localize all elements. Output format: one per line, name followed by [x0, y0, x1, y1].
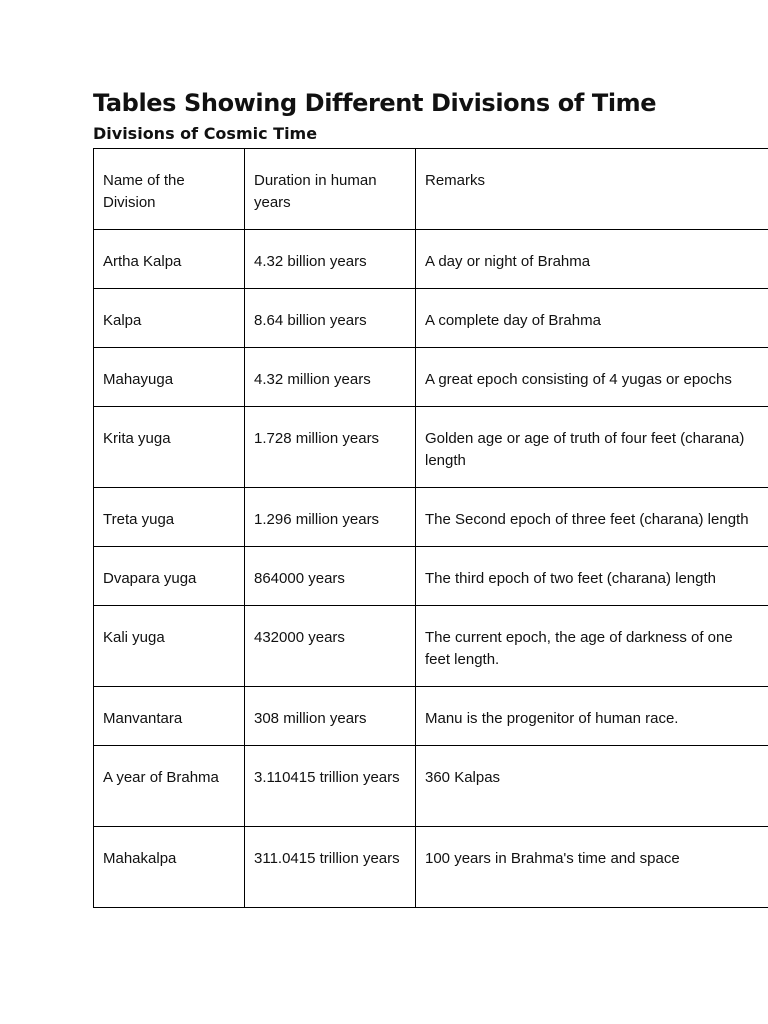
header-duration: Duration in human years — [245, 149, 416, 230]
divisions-table — [93, 148, 768, 908]
division-duration: 1.296 million years — [245, 488, 416, 547]
division-name: Kali yuga — [94, 606, 245, 687]
division-duration: 4.32 million years — [245, 348, 416, 407]
table-row — [94, 348, 768, 407]
table-row — [94, 687, 768, 746]
division-remarks: A complete day of Brahma — [416, 289, 768, 348]
division-name: Manvantara — [94, 687, 245, 746]
division-duration: 432000 years — [245, 606, 416, 687]
division-duration: 4.32 billion years — [245, 230, 416, 289]
division-remarks: A day or night of Brahma — [416, 230, 768, 289]
division-remarks: The third epoch of two feet (charana) length — [416, 547, 768, 606]
table-row — [94, 746, 768, 827]
division-remarks: A great epoch consisting of 4 yugas or epochs — [416, 348, 768, 407]
division-duration: 1.728 million years — [245, 407, 416, 488]
table-row — [94, 827, 768, 908]
division-name: Krita yuga — [94, 407, 245, 488]
division-duration: 864000 years — [245, 547, 416, 606]
header-remarks: Remarks — [416, 149, 768, 230]
table-row — [94, 547, 768, 606]
table-row — [94, 606, 768, 687]
table-row — [94, 488, 768, 547]
division-remarks: 360 Kalpas — [416, 746, 768, 827]
division-name: Artha Kalpa — [94, 230, 245, 289]
division-remarks: The Second epoch of three feet (charana) length — [416, 488, 768, 547]
division-name: Mahakalpa — [94, 827, 245, 908]
division-name: Dvapara yuga — [94, 547, 245, 606]
division-duration: 311.0415 trillion years — [245, 827, 416, 908]
division-duration: 308 million years — [245, 687, 416, 746]
division-duration: 8.64 billion years — [245, 289, 416, 348]
division-name: Treta yuga — [94, 488, 245, 547]
division-duration: 3.110415 trillion years — [245, 746, 416, 827]
table-row — [94, 230, 768, 289]
division-name: Mahayuga — [94, 348, 245, 407]
division-remarks: 100 years in Brahma's time and space — [416, 827, 768, 908]
page-title: Tables Showing Different Divisions of Time — [93, 89, 657, 117]
table-row — [94, 407, 768, 488]
section-title: Divisions of Cosmic Time — [93, 124, 318, 143]
table-header-row — [94, 149, 768, 230]
header-name: Name of the Division — [94, 149, 245, 230]
division-remarks: Manu is the progenitor of human race. — [416, 687, 768, 746]
division-name: A year of Brahma — [94, 746, 245, 827]
division-name: Kalpa — [94, 289, 245, 348]
division-remarks: Golden age or age of truth of four feet (charana) length — [416, 407, 768, 488]
division-remarks: The current epoch, the age of darkness of one feet length. — [416, 606, 768, 687]
table-row — [94, 289, 768, 348]
